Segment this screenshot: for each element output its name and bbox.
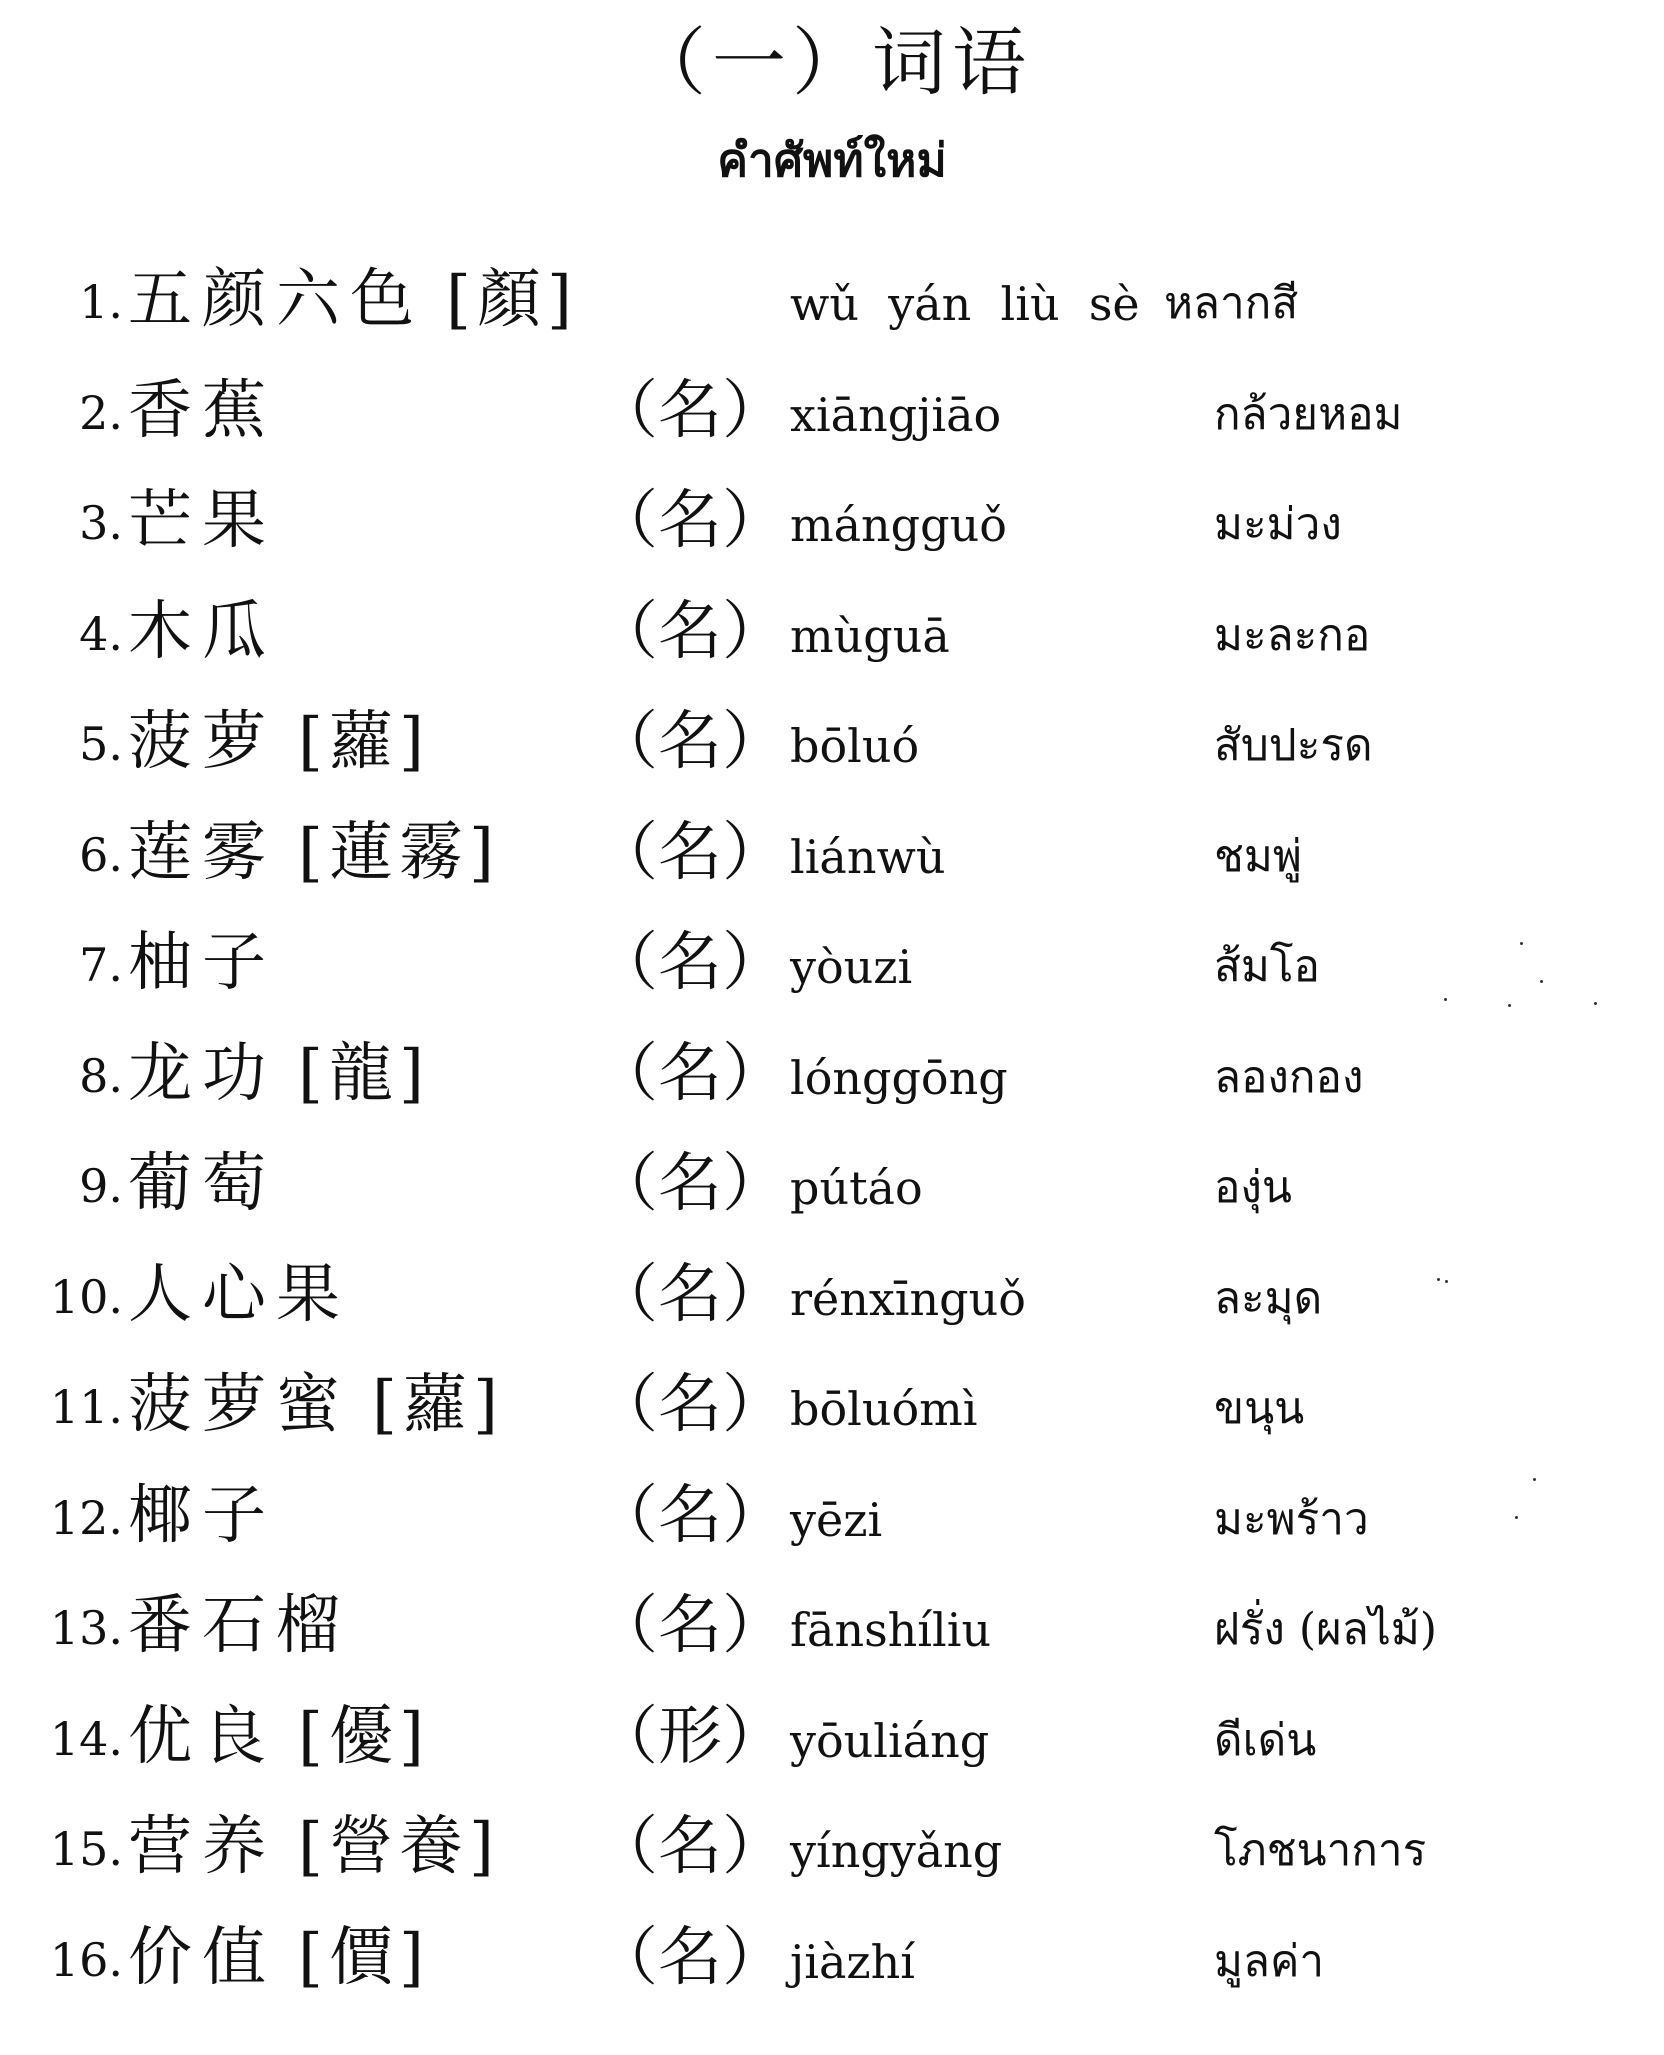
vocab-word — [128, 262, 578, 338]
vocab-pinyin: yíngyǎng — [790, 1824, 1003, 1878]
vocab-thai: มูลค่า — [1214, 1935, 1325, 1987]
vocab-number: 1. — [79, 275, 123, 329]
vocab-row — [0, 1576, 1664, 1686]
vocab-number: 3. — [79, 496, 123, 550]
vocab-part-of-speech: （名） — [594, 484, 786, 558]
vocab-traditional: [顏] — [446, 263, 578, 337]
vocab-hanzi: 菠萝 — [128, 705, 276, 779]
vocab-row — [0, 1134, 1664, 1244]
vocab-part-of-speech: （名） — [594, 1147, 786, 1221]
vocab-word — [128, 1478, 298, 1554]
vocab-thai: โภชนาการ — [1214, 1825, 1427, 1876]
vocab-pinyin: mùguā — [790, 608, 950, 663]
vocab-pinyin: yēzi — [790, 1492, 883, 1547]
vocab-part-of-speech: （名） — [594, 1810, 786, 1884]
vocab-thai: ลองกอง — [1214, 1051, 1364, 1103]
vocab-word — [128, 704, 430, 780]
vocab-number: 13. — [49, 1601, 123, 1655]
vocab-number: 9. — [79, 1159, 123, 1213]
vocab-word — [128, 1809, 500, 1885]
vocab-thai: ดีเด่น — [1214, 1714, 1317, 1766]
vocab-thai: หลากสี — [1164, 278, 1299, 329]
vocab-row — [0, 361, 1664, 471]
vocab-row — [0, 1687, 1664, 1797]
vocab-hanzi: 优良 — [128, 1699, 276, 1774]
vocab-hanzi: 五颜六色 — [128, 263, 424, 337]
vocab-part-of-speech: （名） — [594, 594, 786, 669]
vocab-thai: มะพร้าว — [1214, 1493, 1369, 1545]
vocab-row — [0, 1797, 1664, 1907]
vocab-word — [128, 1588, 372, 1664]
vocab-pinyin: liánwù — [790, 829, 946, 884]
vocab-part-of-speech: （名） — [594, 815, 786, 890]
vocab-number: 2. — [79, 385, 123, 440]
vocab-number: 4. — [79, 606, 123, 661]
vocab-pinyin: yōuliáng — [790, 1713, 990, 1768]
vocab-traditional: [蘿] — [298, 705, 430, 779]
vocab-hanzi: 莲雾 — [128, 815, 276, 890]
vocab-row — [0, 913, 1664, 1023]
vocab-traditional: [優] — [298, 1699, 430, 1774]
vocab-thai: มะละกอ — [1214, 609, 1371, 661]
vocab-number: 14. — [49, 1711, 123, 1766]
vocab-pinyin: yòuzi — [790, 940, 913, 994]
vocab-hanzi: 番石榴 — [128, 1589, 350, 1663]
vocab-word — [128, 925, 298, 1001]
vocab-traditional: [蘿] — [372, 1368, 504, 1442]
vocab-word — [128, 1257, 372, 1333]
vocab-row — [0, 250, 1664, 360]
vocab-part-of-speech: （名） — [594, 373, 786, 448]
vocab-word — [128, 1146, 298, 1222]
vocab-number: 7. — [79, 938, 123, 992]
vocab-hanzi: 人心果 — [128, 1257, 350, 1332]
vocab-row — [0, 471, 1664, 581]
vocab-row — [0, 1245, 1664, 1355]
vocab-number: 6. — [79, 827, 123, 882]
vocab-traditional: [價] — [298, 1920, 430, 1995]
vocab-thai: ละมุด — [1214, 1272, 1323, 1324]
vocab-word — [128, 1699, 430, 1775]
vocab-part-of-speech: （名） — [594, 1036, 786, 1111]
vocab-pinyin: rénxīnguǒ — [790, 1271, 1026, 1326]
vocab-pinyin: lónggōng — [790, 1050, 1008, 1105]
vocab-part-of-speech: （名） — [594, 1920, 786, 1995]
vocab-hanzi: 柚子 — [128, 926, 276, 1000]
vocab-row — [0, 1024, 1664, 1134]
vocab-row — [0, 1355, 1664, 1465]
vocab-pinyin: bōluó — [790, 719, 920, 773]
vocab-number: 11. — [49, 1380, 123, 1434]
vocab-hanzi: 菠萝蜜 — [128, 1368, 350, 1442]
vocab-word — [128, 815, 500, 891]
vocab-traditional: [營養] — [298, 1810, 500, 1884]
vocab-number: 8. — [79, 1048, 123, 1103]
vocab-row — [0, 1908, 1664, 2018]
vocab-number: 5. — [79, 717, 123, 771]
vocab-pinyin: jiàzhí — [790, 1934, 915, 1989]
vocab-thai: ชมพู่ — [1214, 830, 1302, 882]
vocab-thai: องุ่น — [1214, 1162, 1292, 1213]
vocab-thai: มะม่วง — [1214, 499, 1342, 550]
vocab-part-of-speech: （名） — [594, 1589, 786, 1663]
vocab-hanzi: 葡萄 — [128, 1147, 276, 1221]
vocab-part-of-speech: （名） — [594, 1478, 786, 1553]
vocab-number: 12. — [49, 1490, 123, 1545]
vocab-word — [128, 594, 298, 670]
vocab-part-of-speech: （名） — [594, 926, 786, 1000]
vocab-pinyin: fānshíliu — [790, 1603, 992, 1657]
vocab-thai: ส้มโอ — [1214, 941, 1320, 992]
vocab-traditional: [蓮霧] — [298, 815, 500, 890]
vocab-hanzi: 木瓜 — [128, 594, 276, 669]
vocab-pinyin: xiāngjiāo — [790, 387, 1002, 442]
vocab-row — [0, 692, 1664, 802]
vocab-thai: ขนุน — [1214, 1383, 1305, 1434]
vocab-hanzi: 芒果 — [128, 484, 276, 558]
vocab-thai: กล้วยหอม — [1214, 388, 1403, 440]
vocab-part-of-speech: （名） — [594, 1257, 786, 1332]
lesson-title: （一）词语 — [632, 20, 1032, 106]
vocab-pinyin: mángguǒ — [790, 498, 1007, 552]
vocab-word — [128, 373, 298, 449]
vocab-number: 10. — [49, 1269, 123, 1324]
vocab-part-of-speech: （名） — [594, 705, 786, 779]
vocab-thai: สับปะรด — [1214, 720, 1373, 771]
vocab-pinyin: wǔ yán liù sè — [790, 277, 1140, 331]
vocab-pinyin: pútáo — [790, 1161, 923, 1215]
vocab-word — [128, 1036, 430, 1112]
vocab-hanzi: 营养 — [128, 1810, 276, 1884]
vocab-traditional: [龍] — [298, 1036, 430, 1111]
vocab-row — [0, 803, 1664, 913]
vocab-number: 16. — [49, 1932, 123, 1987]
vocab-part-of-speech: （形） — [594, 1699, 786, 1774]
vocab-hanzi: 龙功 — [128, 1036, 276, 1111]
vocab-hanzi: 椰子 — [128, 1478, 276, 1553]
vocab-thai: ฝรั่ง (ผลไม้) — [1214, 1604, 1438, 1655]
vocab-row — [0, 1466, 1664, 1576]
vocab-row — [0, 582, 1664, 692]
vocab-pinyin: bōluómì — [790, 1382, 978, 1436]
vocab-number: 15. — [49, 1822, 123, 1876]
lesson-subtitle: คำศัพท์ใหม่ — [717, 133, 947, 187]
vocab-part-of-speech: （名） — [594, 1368, 786, 1442]
vocab-hanzi: 香蕉 — [128, 373, 276, 448]
vocab-word — [128, 1920, 430, 1996]
vocab-word — [128, 1367, 504, 1443]
vocab-word — [128, 483, 298, 559]
vocab-hanzi: 价值 — [128, 1920, 276, 1995]
